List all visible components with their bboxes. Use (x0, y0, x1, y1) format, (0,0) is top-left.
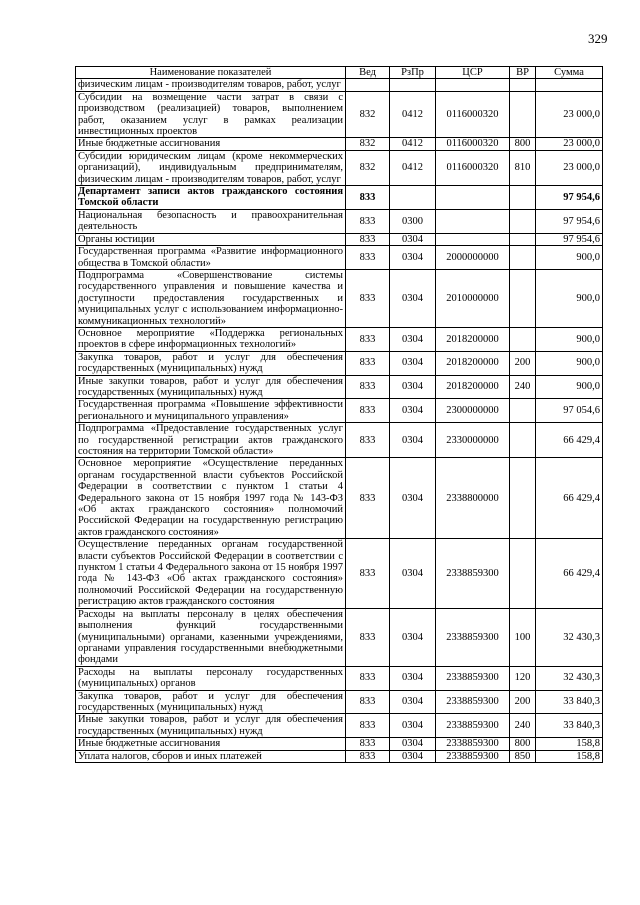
row-csr: 2338859300 (436, 666, 510, 690)
row-csr: 0116000320 (436, 138, 510, 150)
row-csr: 2338859300 (436, 608, 510, 666)
table-row (76, 327, 603, 351)
row-sum: 33 840,3 (536, 690, 603, 714)
row-rzpr: 0412 (390, 91, 436, 138)
row-rzpr: 0412 (390, 150, 436, 185)
row-csr: 2338800000 (436, 458, 510, 539)
row-csr: 2000000000 (436, 246, 510, 270)
row-rzpr: 0304 (390, 666, 436, 690)
row-name: Департамент записи актов гражданского состояния Томской области (76, 186, 346, 210)
row-sum: 32 430,3 (536, 666, 603, 690)
row-sum: 66 429,4 (536, 539, 603, 608)
row-sum: 900,0 (536, 269, 603, 327)
row-csr: 2338859300 (436, 714, 510, 738)
row-ved: 833 (346, 351, 390, 375)
row-vr: 800 (510, 138, 536, 150)
row-vr (510, 209, 536, 233)
table-row (76, 750, 603, 762)
row-vr (510, 91, 536, 138)
row-vr: 810 (510, 150, 536, 185)
row-csr: 0116000320 (436, 150, 510, 185)
row-name: Закупка товаров, работ и услуг для обеспечения государственных (муниципальных) нужд (76, 351, 346, 375)
table-row (76, 351, 603, 375)
row-vr (510, 423, 536, 458)
row-rzpr: 0304 (390, 738, 436, 750)
row-rzpr: 0304 (390, 458, 436, 539)
row-rzpr (390, 79, 436, 91)
row-sum: 158,8 (536, 750, 603, 762)
row-sum: 900,0 (536, 327, 603, 351)
row-sum: 900,0 (536, 375, 603, 399)
table-row (76, 246, 603, 270)
row-name: Расходы на выплаты персоналу в целях обеспечения выполнения функций государственными (муниципальными) органами, казенными учреждениями, органами управления государственными внебюджетными фондами (76, 608, 346, 666)
row-vr: 200 (510, 690, 536, 714)
row-vr (510, 458, 536, 539)
row-ved: 833 (346, 399, 390, 423)
row-name: Иные закупки товаров, работ и услуг для обеспечения государственных (муниципальных) нужд (76, 714, 346, 738)
row-csr: 2300000000 (436, 399, 510, 423)
row-vr: 120 (510, 666, 536, 690)
row-ved: 833 (346, 423, 390, 458)
row-vr (510, 246, 536, 270)
row-rzpr: 0304 (390, 246, 436, 270)
row-ved: 833 (346, 246, 390, 270)
row-sum: 900,0 (536, 351, 603, 375)
table-row (76, 79, 603, 91)
row-vr: 240 (510, 714, 536, 738)
row-ved: 833 (346, 738, 390, 750)
row-vr (510, 79, 536, 91)
table-row (76, 666, 603, 690)
table-row (76, 91, 603, 138)
header-rzpr: РзПр (390, 67, 436, 79)
table-row (76, 269, 603, 327)
page-number: 329 (588, 31, 608, 46)
row-name: Государственная программа «Повышение эффективности регионального и муниципального управления» (76, 399, 346, 423)
table-row (76, 138, 603, 150)
row-rzpr: 0304 (390, 539, 436, 608)
row-rzpr: 0304 (390, 714, 436, 738)
table-row (76, 233, 603, 245)
row-csr (436, 79, 510, 91)
row-sum: 97 954,6 (536, 209, 603, 233)
row-vr (510, 399, 536, 423)
row-name: Национальная безопасность и правоохранительная деятельность (76, 209, 346, 233)
table-row (76, 539, 603, 608)
row-ved: 833 (346, 233, 390, 245)
row-vr: 100 (510, 608, 536, 666)
row-name: Органы юстиции (76, 233, 346, 245)
row-ved: 833 (346, 458, 390, 539)
row-csr (436, 209, 510, 233)
row-rzpr: 0304 (390, 690, 436, 714)
row-name: Закупка товаров, работ и услуг для обеспечения государственных (муниципальных) нужд (76, 690, 346, 714)
row-sum: 158,8 (536, 738, 603, 750)
row-csr: 2338859300 (436, 539, 510, 608)
table-row (76, 690, 603, 714)
row-sum: 23 000,0 (536, 91, 603, 138)
table-row (76, 608, 603, 666)
row-sum (536, 79, 603, 91)
row-ved: 833 (346, 375, 390, 399)
row-name: Основное мероприятие «Осуществление переданных органам государственной власти субъектов Российской Федерации в соответствии с пунктом 1 статьи 4 Федерального закона от 15 ноября 1997 года № 143-ФЗ «Об актах гражданского состояния» полномочий Российской Федерации на государственную регистрацию актов гражданского состояния» (76, 458, 346, 539)
row-vr: 850 (510, 750, 536, 762)
table-row (76, 375, 603, 399)
row-csr (436, 233, 510, 245)
row-rzpr: 0304 (390, 423, 436, 458)
row-name: Субсидии на возмещение части затрат в связи с производством (реализацией) товаров, выполнением работ, оказанием услуг в рамках реализации инвестиционных проектов (76, 91, 346, 138)
row-name: Государственная программа «Развитие информационного общества в Томской области» (76, 246, 346, 270)
row-vr (510, 269, 536, 327)
row-csr: 2018200000 (436, 351, 510, 375)
row-ved: 833 (346, 539, 390, 608)
row-rzpr (390, 186, 436, 210)
table-row (76, 458, 603, 539)
row-vr: 240 (510, 375, 536, 399)
header-sum: Сумма (536, 67, 603, 79)
row-csr: 2338859300 (436, 738, 510, 750)
row-vr: 200 (510, 351, 536, 375)
table-row (76, 150, 603, 185)
row-rzpr: 0304 (390, 608, 436, 666)
row-name: Осуществление переданных органам государственной власти субъектов Российской Федерации в соответствии с пунктом 1 статьи 4 Федерального закона от 15 ноября 1997 года № 143-ФЗ «Об актах гражданского состояния» полномочий Российской Федерации на государственную регистрацию актов гражданского состояния (76, 539, 346, 608)
row-ved (346, 79, 390, 91)
row-sum: 66 429,4 (536, 458, 603, 539)
row-ved: 833 (346, 690, 390, 714)
row-sum: 900,0 (536, 246, 603, 270)
row-csr: 2330000000 (436, 423, 510, 458)
row-csr: 2010000000 (436, 269, 510, 327)
row-ved: 833 (346, 186, 390, 210)
table-row (76, 186, 603, 210)
row-rzpr: 0412 (390, 138, 436, 150)
row-csr: 0116000320 (436, 91, 510, 138)
row-rzpr: 0304 (390, 375, 436, 399)
row-ved: 833 (346, 209, 390, 233)
table-body (76, 79, 603, 763)
row-vr (510, 186, 536, 210)
row-rzpr: 0304 (390, 750, 436, 762)
row-ved: 832 (346, 150, 390, 185)
row-ved: 832 (346, 91, 390, 138)
row-ved: 833 (346, 327, 390, 351)
row-csr: 2338859300 (436, 690, 510, 714)
row-name: Иные закупки товаров, работ и услуг для обеспечения государственных (муниципальных) нужд (76, 375, 346, 399)
row-sum: 23 000,0 (536, 150, 603, 185)
row-rzpr: 0304 (390, 269, 436, 327)
row-vr: 800 (510, 738, 536, 750)
row-rzpr: 0304 (390, 351, 436, 375)
table-row (76, 714, 603, 738)
row-vr (510, 327, 536, 351)
row-ved: 833 (346, 666, 390, 690)
row-sum: 32 430,3 (536, 608, 603, 666)
header-ved: Вед (346, 67, 390, 79)
row-ved: 833 (346, 608, 390, 666)
row-rzpr: 0300 (390, 209, 436, 233)
row-name: Подпрограмма «Совершенствование системы государственного управления и повышение качества и доступности предоставления государственных и муниципальных услуг с использованием информационно-коммуникационных технологий» (76, 269, 346, 327)
row-ved: 833 (346, 269, 390, 327)
row-sum: 23 000,0 (536, 138, 603, 150)
row-csr: 2018200000 (436, 375, 510, 399)
header-vr: ВР (510, 67, 536, 79)
row-name: Субсидии юридическим лицам (кроме некоммерческих организаций), индивидуальным предпринимателям, физическим лицам - производителям товаров, работ, услуг (76, 150, 346, 185)
row-name: физическим лицам - производителям товаров, работ, услуг (76, 79, 346, 91)
table-row (76, 209, 603, 233)
row-ved: 832 (346, 138, 390, 150)
table-row (76, 399, 603, 423)
row-sum: 97 954,6 (536, 233, 603, 245)
row-rzpr: 0304 (390, 233, 436, 245)
row-csr: 2338859300 (436, 750, 510, 762)
row-name: Подпрограмма «Предоставление государственных услуг по государственной регистрации актов гражданского состояния на территории Томской области» (76, 423, 346, 458)
row-ved: 833 (346, 714, 390, 738)
table-header-row (76, 67, 603, 79)
row-rzpr: 0304 (390, 327, 436, 351)
row-name: Иные бюджетные ассигнования (76, 738, 346, 750)
header-csr: ЦСР (436, 67, 510, 79)
row-sum: 33 840,3 (536, 714, 603, 738)
row-name: Расходы на выплаты персоналу государственных (муниципальных) органов (76, 666, 346, 690)
table-row (76, 738, 603, 750)
row-ved: 833 (346, 750, 390, 762)
budget-table (75, 66, 603, 763)
row-sum: 97 954,6 (536, 186, 603, 210)
row-sum: 97 054,6 (536, 399, 603, 423)
row-sum: 66 429,4 (536, 423, 603, 458)
row-rzpr: 0304 (390, 399, 436, 423)
row-vr (510, 233, 536, 245)
row-csr (436, 186, 510, 210)
table-row (76, 423, 603, 458)
row-name: Иные бюджетные ассигнования (76, 138, 346, 150)
row-vr (510, 539, 536, 608)
row-csr: 2018200000 (436, 327, 510, 351)
row-name: Основное мероприятие «Поддержка региональных проектов в сфере информационных технологий» (76, 327, 346, 351)
row-name: Уплата налогов, сборов и иных платежей (76, 750, 346, 762)
header-name: Наименование показателей (76, 67, 346, 79)
